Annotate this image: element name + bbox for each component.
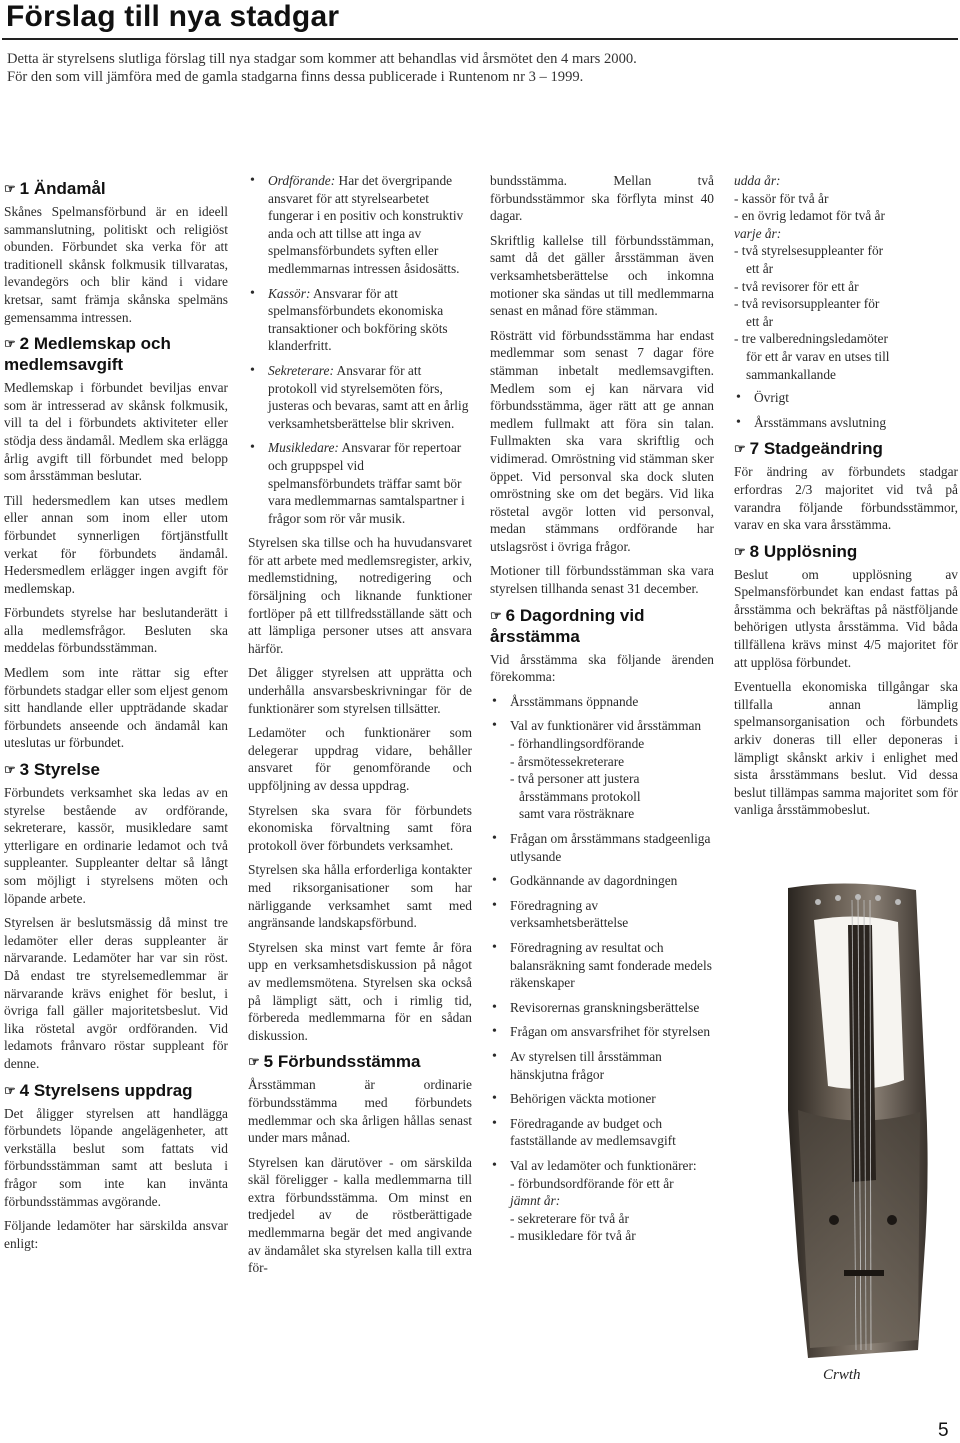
paragraph: Det åligger styrelsen att handlägga förbundets löpande angelägenheter, att verkställa beslut som fattats vid förbundsstämman samt att besluta i frågor som inte kan invänta förbundsstämmas avgörande.	[4, 1105, 228, 1209]
image-caption: Crwth	[823, 1367, 861, 1383]
paragraph: Styrelsen ska hålla erforderliga kontakter med riksorganisationer som har närliggande verksamhet samt med angränsande landskapsförbund.	[248, 862, 472, 931]
list-item: • Frågan om ansvarsfrihet för styrelsen	[490, 1023, 714, 1041]
section-heading-7: ☞ 7 Stadgeändring	[734, 439, 883, 459]
list-item: • Årsstämmans avslutning	[734, 414, 958, 432]
title-divider	[2, 38, 958, 40]
paragraph: Eventuella ekonomiska tillgångar ska tillfalla annan lämplig spelmansorganisation och förbundets arkiv doneras till eller deponeras i lämpligt skånskt arkiv i enlighet med sista årsstämmans beslut. Vid dessa beslut tillämpas samma majoritet som för vanliga årsstämmobeslut.	[734, 679, 958, 818]
paragraph: För ändring av förbundets stadgar erfordras 2/3 majoritet vid två på varandra följande förbundsstämmor, varav en ska vara årsstämma.	[734, 464, 958, 533]
column-4	[734, 172, 958, 826]
list-item: • Övrigt	[734, 389, 958, 407]
pointing-hand-icon: ☞	[4, 181, 16, 196]
paragraph: Vid årsstämma ska följande ärenden förekomma:	[490, 651, 714, 685]
column-2	[248, 172, 472, 1284]
election-list: udda år: - kassör för två år - en övrig ledamot för två år varje år: - två styrelsesuppleanter för ett år - två revisorer för ett år - två revisorsuppleanter för ett år - tre valberedningsledamöter för ett år varav en utses till sammankallande	[734, 173, 890, 382]
paragraph: Följande ledamöter har särskilda ansvar enligt:	[4, 1218, 228, 1251]
list-item: • Behörigen väckta motioner	[490, 1090, 714, 1108]
paragraph: Medlem som inte rättar sig efter förbundets stadgar eller som eljest genom sitt handlande eller uppträdande skadar förbundets anseende och ändamål kan uteslutas ur förbundet.	[4, 665, 228, 751]
paragraph: Styrelsen är beslutsmässig då minst tre ledamöter eller deras suppleanter är närvarande. Ledamöter har var sin röst. Då endast tre styrelsemedlemmar är närvarande krävs enighet för beslut, i övriga fall gäller majoritetsbeslut. Vid lika röstetal avgör ordföranden. Vid ledamots frånvaro röstar suppleant för denne.	[4, 915, 228, 1071]
list-item: • Årsstämmans öppnande	[490, 693, 714, 711]
list-item: • Val av ledamöter och funktionärer: - förbundsordförande för ett år jämnt år: - sekreterare för två år - musikledare för två år	[490, 1157, 714, 1245]
section-heading-6: ☞ 6 Dagordning vid årsstämma	[490, 605, 645, 646]
paragraph: Beslut om upplösning av Spelmansförbundet kan endast fattas på årsstämma och bekräftas på nästföljande behörigen utlysta årsstämma. Vid båda tillfällena krävs minst 4/5 majoritet för att upplösa förbundet.	[734, 566, 958, 670]
closing-list	[734, 389, 958, 431]
page-title: Förslag till nya stadgar	[6, 0, 340, 33]
paragraph: Ledamöter och funktionärer som delegerar uppdrag vidare, behåller ansvaret för genomförande och uppföljning av dessa uppdrag.	[248, 725, 472, 793]
paragraph: Det åligger styrelsen att upprätta och underhålla ansvarsbeskrivningar för de funktionärer som styrelsen tillsätter.	[248, 665, 472, 716]
paragraph: Skriftlig kallelse till förbundsstämman, samt då det gäller årsstämman även verksamhetsberättelse och inkomna motioner ska sändas ut till medlemmarna senast en månad före stämman.	[490, 232, 714, 319]
agenda-list	[490, 693, 714, 1245]
paragraph: Årsstämman är ordinarie förbundsstämma med förbundets medlemmar och ska årligen hållas senast under mars månad.	[248, 1077, 472, 1146]
pointing-hand-icon: ☞	[4, 336, 16, 352]
paragraph: Medlemskap i förbundet beviljas envar som är intresserad av skånsk folkmusik, vill ta del i förbundets aktiviteter eller stödja dess ändamål. Medlem ska erlägga årlig avgift till förbundet med belopp som årsstämman beslutar.	[4, 380, 228, 484]
paragraph: Styrelsen ska tillse och ha huvudansvaret för att arbete med medlemsregister, arkiv, medlemstidning, notredigering och försäljning och liknande funktioner fortlöper på ett tillfredsställande sätt och att lämpliga personer utses att ansvara härför.	[248, 535, 472, 656]
list-item: • Musikledare: Ansvarar för repertoar och gruppspel vid spelmansförbundets träffar samt bör vara medlemmarnas samtalspartner i frågor som rör vår musik.	[248, 439, 472, 527]
pointing-hand-icon: ☞	[490, 607, 502, 623]
list-item: • Av styrelsen till årsstämman hänskjutna frågor	[490, 1048, 714, 1083]
paragraph: Styrelsen kan därutöver - om särskilda skäl föreligger - kalla medlemmarna till extra förbundsstämma. Om minst en tredjedel av de röstberättigade medlemmarna begär det med angivande av ändamålet ska styrelsen kalla till extra för-	[248, 1154, 472, 1276]
column-1	[4, 172, 228, 1259]
paragraph: Styrelsen ska minst vart femte år föra upp en verksamhetsdiskussion på något av medlemsmötena. Styrelsen ska också på lämpligt sätt, och i rimlig tid, förbereda medlemmarna för en sådan diskussion.	[248, 939, 472, 1043]
list-item: • Ordförande: Har det övergripande ansvaret för att styrelsearbetet fungerar i en positiv och konstruktiv anda och att tillse att inga av spelmansförbundets syften eller medlemmarnas intressen åsidosätts.	[248, 172, 472, 278]
page-number: 5	[938, 1420, 949, 1441]
list-item: • Föredragande av budget och fastställande av medlemsavgift	[490, 1115, 714, 1150]
crwth-illustration	[748, 880, 946, 1360]
pointing-hand-icon: ☞	[4, 1082, 16, 1098]
column-3	[490, 172, 714, 1252]
section-heading-2: ☞ 2 Medlemskap och medlemsavgift	[4, 334, 171, 375]
list-item: • Kassör: Ansvarar för att spelmansförbundets ekonomiska transaktioner och bokföring sköts klanderfritt.	[248, 285, 472, 355]
intro-line-2: För den som vill jämföra med de gamla stadgarna finns dessa publicerade i Runtenom nr 3 – 1999.	[7, 69, 584, 85]
paragraph: Rösträtt vid förbundsstämma har endast medlemmar som senast 7 dagar före stämman inbetalt medlemsavgiften. Medlem som ej kan närvara vid förbundsstämma, äger rätt att ge annan medlem fullmakt att föra sin talan. Fullmakten ska vara skriftlig och vidimerad. Omröstning vid stämman sker öppet. Vid personval ska dock sluten omröstning ske om det begärs. Vid lika röstetal avgör lotten vid personval, medan stämmans ordförande har utslagsröst i övriga frågor.	[490, 327, 714, 554]
list-item: • Godkännande av dagordningen	[490, 872, 714, 890]
pointing-hand-icon: ☞	[4, 762, 16, 778]
list-item: • Föredragning av resultat och balansräkning samt fonderade medels räkenskaper	[490, 939, 714, 992]
section-heading-8: ☞ 8 Upplösning	[734, 541, 858, 561]
pointing-hand-icon: ☞	[734, 441, 746, 457]
paragraph: Förbundets verksamhet ska ledas av en styrelse bestående av ordförande, sekreterare, kassör, musikledare samt ytterligare en ordinarie ledamot och två suppleanter. Suppleanter deltar så långt som möjligt i styrelsens möten och löpande arbete.	[4, 785, 228, 906]
intro-line-1: Detta är styrelsens slutliga förslag till nya stadgar som kommer att behandlas vid årsmötet den 4 mars 2000.	[7, 51, 637, 67]
intro-text	[7, 50, 947, 86]
list-item: • Frågan om årsstämmans stadgeenliga utlysande	[490, 830, 714, 865]
pointing-hand-icon: ☞	[248, 1054, 260, 1070]
paragraph: Till hedersmedlem kan utses medlem eller annan som inom eller utom förbundet synnerligen förtjänstfullt verkat för förbundets ändamål. Hedersmedlem erlägger ingen avgift för medlemskap.	[4, 492, 228, 596]
section-heading-1: ☞ 1 Ändamål	[4, 179, 106, 198]
pointing-hand-icon: ☞	[734, 543, 746, 559]
list-item: • Val av funktionärer vid årsstämman - förhandlingsordförande - årsmötessekreterare - två personer att justera årsstämmans protokoll samt vara rösträknare	[490, 717, 714, 823]
section-heading-3: ☞ 3 Styrelse	[4, 760, 100, 780]
paragraph: Skånes Spelmansförbund är en ideell sammanslutning, politiskt och religiöst obunden. Förbundet ska verka för att traditionell skånsk folkmusik tillvaratas, levandegörs och blir känd i vidare kretsar, samt främja skånska spelmäns gemensamma intressen.	[4, 204, 228, 325]
list-item: • Sekreterare: Ansvarar för att protokoll vid styrelsemöten förs, justeras och bevaras, samt att en årlig verksamhetsberättelse blir skriven.	[248, 362, 472, 432]
paragraph: Förbundets styrelse har beslutanderätt i alla medlemsfrågor. Besluten ska meddelas förbundsstämman.	[4, 605, 228, 656]
section-heading-4: ☞ 4 Styrelsens uppdrag	[4, 1080, 193, 1100]
section-heading-5: ☞ 5 Förbundsstämma	[248, 1052, 421, 1072]
list-item: • Föredragning av verksamhetsberättelse	[490, 897, 714, 932]
crwth-image	[748, 880, 946, 1360]
paragraph: bundsstämma. Mellan två förbundsstämmor ska förflyta minst 40 dagar.	[490, 173, 714, 224]
paragraph: Motioner till förbundsstämman ska vara styrelsen tillhanda senast 31 december.	[490, 563, 714, 597]
paragraph: Styrelsen ska svara för förbundets ekonomiska förvaltning samt föra protokoll över förbundets verksamhet.	[248, 802, 472, 853]
role-list	[248, 172, 472, 527]
list-item: • Revisorernas granskningsberättelse	[490, 999, 714, 1017]
